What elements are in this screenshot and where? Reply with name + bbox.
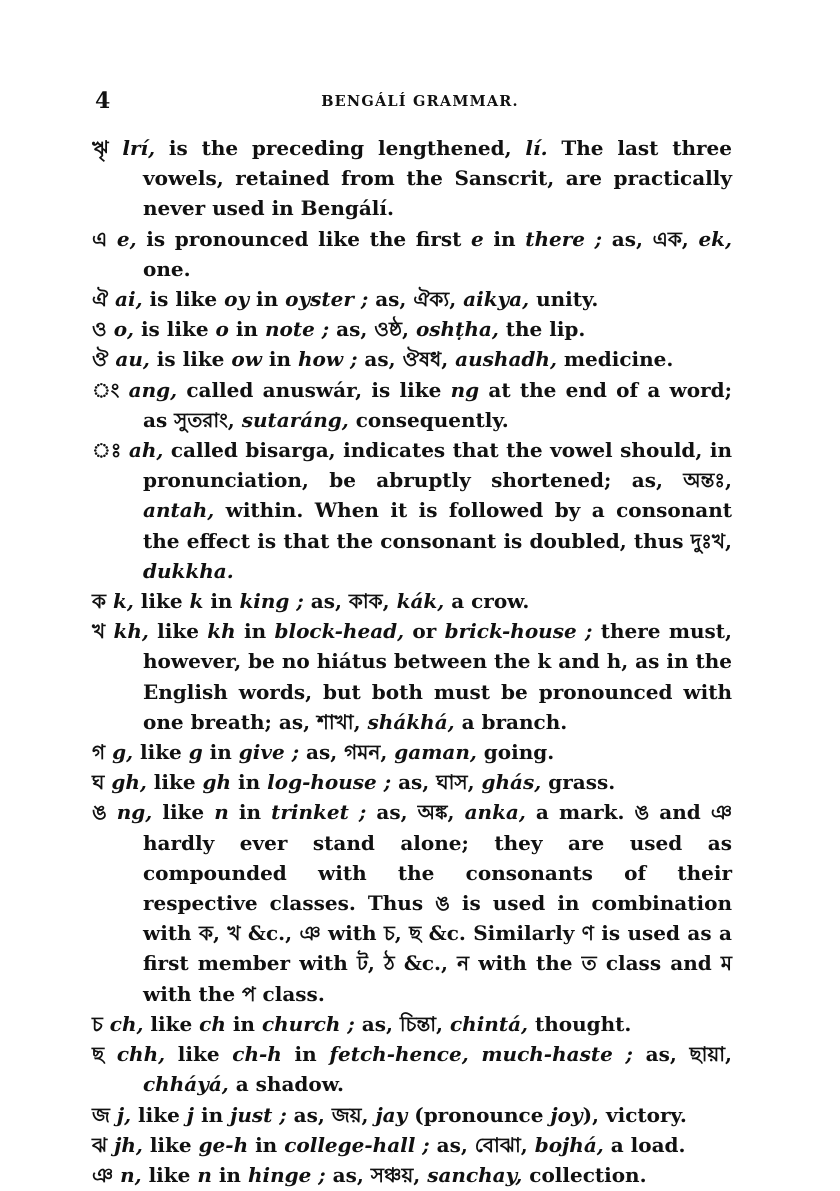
page-body (92, 133, 732, 1190)
entry-text: as, জয়, (286, 1102, 376, 1127)
entry-example: oshṭha, (415, 317, 499, 342)
entry-text: is pronounced like the first (136, 226, 472, 251)
entry-text: in (194, 1102, 231, 1127)
entry-example: dukkha. (143, 558, 234, 583)
entry-example: trinket ; (271, 800, 367, 825)
bengali-letter: ৠ (92, 136, 123, 160)
entry-example: gh (202, 770, 232, 795)
entry-text: as, ঘাস, (391, 770, 482, 795)
bengali-letter: চ (92, 1011, 110, 1036)
entry-example: n (214, 800, 229, 825)
entry-example: sutaráng, (241, 407, 349, 432)
entry-example: block-head, (274, 619, 405, 644)
entry-text: in (211, 1162, 248, 1187)
entry-text: in (231, 770, 268, 795)
entry-text: in (225, 1011, 262, 1036)
entry-text: like (148, 619, 208, 644)
entry-ng (92, 797, 732, 1008)
entry-text: a shadow. (228, 1072, 344, 1097)
entry-text: as, ওষ্ঠ, (329, 317, 416, 342)
entry-example: note ; (264, 317, 330, 342)
entry-example: king ; (239, 589, 304, 614)
entry-example: how ; (298, 347, 358, 372)
entry-text: as, এক, (602, 226, 699, 251)
entry-jh (92, 1130, 732, 1160)
transliteration: j, (116, 1102, 132, 1127)
entry-example: ghás, (481, 770, 542, 795)
entry-text: consequently. (348, 407, 509, 432)
entry-text: or (404, 619, 445, 644)
entry-text: in (228, 317, 265, 342)
entry-text: in (203, 589, 240, 614)
entry-text: like (143, 1011, 200, 1036)
entry-text: is like (142, 287, 225, 312)
entry-text: in (248, 1132, 285, 1157)
entry-text: as, ঔষধ, (357, 347, 456, 372)
entry-gh (92, 767, 732, 797)
bengali-letter: ক (92, 589, 113, 614)
entry-text: like (146, 770, 203, 795)
bengali-letter: ছ (92, 1042, 117, 1067)
entry-example: ge-h (198, 1132, 249, 1157)
entry-example: ch-h (232, 1042, 282, 1067)
entry-text: (pronounce (407, 1102, 551, 1127)
entry-text: in (281, 1042, 330, 1067)
entry-example: college-hall ; (284, 1132, 430, 1157)
bengali-letter: ঙ (92, 800, 117, 825)
bengali-letter: ঔ (92, 347, 116, 372)
entry-text: in (261, 347, 299, 372)
entry-text: like (152, 800, 215, 825)
entry-example: k (189, 589, 204, 614)
entry-text: collection. (522, 1162, 647, 1187)
entry-text: as, বোঝা, (429, 1132, 535, 1157)
transliteration: o, (113, 317, 134, 342)
transliteration: ang, (128, 377, 178, 402)
entry-example: gaman, (394, 740, 477, 765)
entry-text: a branch. (454, 709, 568, 734)
bengali-letter: ং (92, 377, 129, 402)
entry-ai (92, 284, 732, 314)
entry-example: shákhá, (367, 709, 455, 734)
entry-k (92, 586, 732, 616)
entry-example: jay (375, 1102, 408, 1127)
transliteration: lrí, (122, 136, 156, 160)
bengali-letter: ঐ (92, 287, 116, 312)
entry-text: called bisarga, indicates that the vowel should, in pronunciation, be abruptly shortened; as, অন্তঃ, (143, 438, 732, 493)
entry-example: church ; (261, 1011, 355, 1036)
bengali-letter: গ (92, 740, 113, 765)
entry-example: log-house ; (267, 770, 392, 795)
entry-ang (92, 375, 732, 435)
transliteration: ai, (115, 287, 143, 312)
entry-example: lí. (525, 136, 548, 160)
entry-example: hinge ; (247, 1162, 326, 1187)
entry-text: as, কাক, (303, 589, 397, 614)
entry-text: like (131, 1102, 187, 1127)
entry-example: give ; (238, 740, 300, 765)
entry-text: a load. (603, 1132, 686, 1157)
entry-text: medicine. (556, 347, 674, 372)
entry-example: kh (207, 619, 236, 644)
entry-lri (92, 133, 733, 224)
entry-example: e (471, 226, 484, 251)
entry-e (92, 224, 732, 284)
entry-example: ng (450, 377, 480, 402)
bengali-letter: ঘ (92, 770, 112, 795)
entry-text: going. (476, 740, 555, 765)
entry-ah (92, 435, 732, 586)
entry-j (92, 1100, 732, 1130)
transliteration: g, (112, 740, 134, 765)
page-number: 4 (95, 88, 111, 114)
transliteration: n, (120, 1162, 142, 1187)
entry-example: ch (199, 1011, 226, 1036)
entry-example: ek, (698, 226, 732, 251)
entry-example: kák, (396, 589, 445, 614)
entry-kh (92, 616, 732, 737)
entry-example: n (197, 1162, 212, 1187)
bengali-letter: জ (92, 1102, 117, 1127)
entry-example: g (188, 740, 203, 765)
entry-example: antah, (143, 498, 215, 523)
entry-text: as, গমন, (299, 740, 395, 765)
transliteration: ng, (116, 800, 153, 825)
entry-example: oyster ; (285, 287, 369, 312)
entry-text: like (141, 1162, 198, 1187)
entry-text: grass. (541, 770, 616, 795)
bengali-letter: খ (92, 619, 114, 644)
entry-text: like (133, 589, 190, 614)
entry-text: at the end of a word; as সুতরাং, (143, 377, 732, 432)
entry-text: is like (149, 347, 232, 372)
entry-text: like (165, 1042, 233, 1067)
entry-text: in (202, 740, 239, 765)
entry-example: joy (550, 1102, 583, 1127)
entry-text: is the preceding lengthened, (155, 136, 526, 160)
entry-text: a crow. (444, 589, 530, 614)
entry-text: thought. (528, 1011, 632, 1036)
bengali-letter: এ (92, 226, 117, 251)
entry-n (92, 1160, 732, 1190)
transliteration: jh, (114, 1132, 143, 1157)
transliteration: au, (115, 347, 150, 372)
entry-example: bojhá, (534, 1132, 604, 1157)
entry-text: a mark. ঙ and ঞ hardly ever stand alone; they are used as compounded with the consonants of their respective classes. Thus ঙ is used in combination with ক, খ &c., ঞ with চ, ছ &c. Similarly ণ is used as a first member with ট, ঠ &c., ন with the ত class and ম with the প class. (143, 800, 732, 1006)
entry-example: sanchay, (427, 1162, 523, 1187)
entry-text: within. When it is followed by a consonant the effect is that the consonant is doubled, thus দুঃখ, (143, 498, 732, 553)
entry-text: in (483, 226, 526, 251)
entry-example: anka, (464, 800, 526, 825)
entry-text: as, ছায়া, (632, 1042, 732, 1067)
bengali-letter: ঞ (92, 1162, 121, 1187)
entry-example: o (215, 317, 229, 342)
bengali-letter: ঝ (92, 1132, 115, 1157)
entry-example: aushadh, (455, 347, 557, 372)
entry-example: aikya, (463, 287, 530, 312)
transliteration: ah, (128, 438, 164, 463)
entry-text: in (228, 800, 272, 825)
entry-text: as, সঞ্চয়, (325, 1162, 428, 1187)
transliteration: e, (116, 226, 137, 251)
transliteration: chh, (116, 1042, 166, 1067)
entry-text: ), victory. (582, 1102, 687, 1127)
entry-text: like (142, 1132, 199, 1157)
entry-g (92, 737, 732, 767)
entry-o (92, 314, 732, 344)
entry-example: there ; (525, 226, 603, 251)
entry-au (92, 344, 732, 374)
entry-example: fetch-hence, much-haste ; (329, 1042, 633, 1067)
bengali-letter: ও (92, 317, 114, 342)
entry-text: as, অঙ্ক, (366, 800, 465, 825)
transliteration: k, (112, 589, 134, 614)
bengali-letter: ঃ (92, 438, 129, 463)
entry-text: called anuswár, is like (177, 377, 451, 402)
entry-ch (92, 1009, 732, 1039)
entry-example: j (186, 1102, 195, 1127)
entry-chh (92, 1039, 732, 1099)
entry-text: is like (134, 317, 216, 342)
entry-example: just ; (230, 1102, 287, 1127)
running-title: BENGÁLÍ GRAMMAR. (321, 93, 519, 110)
entry-example: ow (231, 347, 262, 372)
entry-text: there must, however, be no hiátus between the k and h, as in the English words, but both must be pronounced with one breath; as, শাখা, (143, 619, 732, 734)
entry-example: brick-house ; (444, 619, 593, 644)
entry-text: as, ঐক্য, (368, 287, 464, 312)
transliteration: ch, (109, 1011, 144, 1036)
entry-text: in (249, 287, 286, 312)
entry-text: The last three vowels, retained from the Sanscrit, are practically never used in Bengálí. (143, 136, 733, 221)
transliteration: gh, (111, 770, 147, 795)
transliteration: kh, (113, 619, 149, 644)
entry-text: unity. (529, 287, 599, 312)
entry-text: one. (143, 256, 191, 281)
entry-example: chháyá, (143, 1072, 229, 1097)
entry-example: oy (224, 287, 250, 312)
entry-text: the lip. (498, 317, 586, 342)
entry-example: chintá, (449, 1011, 528, 1036)
entry-text: as, চিন্তা, (354, 1011, 450, 1036)
entry-text: in (235, 619, 275, 644)
entry-text: like (133, 740, 189, 765)
